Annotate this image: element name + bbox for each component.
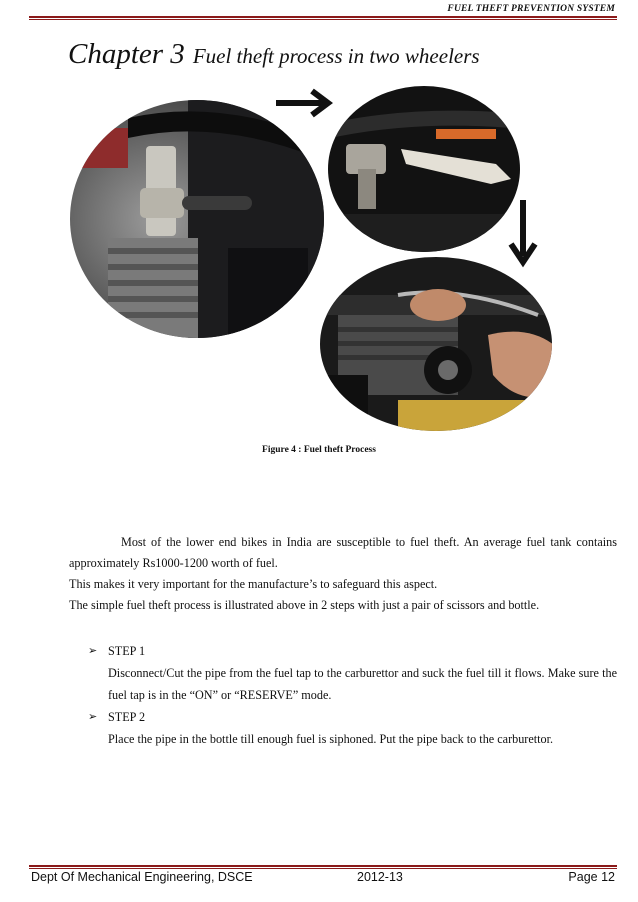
paragraph-1: Most of the lower end bikes in India are susceptible to fuel theft. An average fuel tank contains approximately Rs1000-1200 worth of fuel. [69,535,617,570]
footer-page-number: Page 12 [568,870,615,884]
chapter-number: Chapter 3 [68,38,185,70]
step-1-heading [88,640,617,662]
step-1-text: Disconnect/Cut the pipe from the fuel tap to the carburettor and suck the fuel till it flows. Make sure the fuel tap is in the “ON” or “RESERVE” mode. [108,666,617,702]
footer-rule [29,865,617,867]
step-list [88,640,617,750]
footer-department: Dept Of Mechanical Engineering, DSCE [31,870,253,884]
step-2-heading [88,706,617,728]
chapter-heading [68,38,480,71]
step-2-text: Place the pipe in the bottle till enough fuel is siphoned. Put the pipe back to the carburettor. [108,732,554,746]
running-header: FUEL THEFT PREVENTION SYSTEM [447,4,615,14]
step-2-label: STEP 2 [108,710,146,724]
header-rule-thin [29,19,617,20]
header-rule [29,16,617,18]
footer-rule-thin [29,868,617,869]
paragraph-3: The simple fuel theft process is illustrated above in 2 steps with just a pair of scissors and bottle. [69,598,540,612]
paragraph-2: This makes it very important for the manufacture’s to safeguard this aspect. [69,577,438,591]
pipe-cut-photo [326,84,522,254]
chapter-title: Fuel theft process in two wheelers [192,44,480,68]
arrow-right-icon [274,88,334,118]
arrow-bullet-icon: ➢ [88,711,98,723]
step-1-label: STEP 1 [108,644,146,658]
fuel-tap-photo [68,98,326,340]
footer-year: 2012-13 [357,870,403,884]
body-text [69,532,617,616]
arrow-bullet-icon: ➢ [88,645,98,657]
siphon-fuel-photo [318,255,554,433]
figure-caption: Figure 4 : Fuel theft Process [262,445,376,455]
